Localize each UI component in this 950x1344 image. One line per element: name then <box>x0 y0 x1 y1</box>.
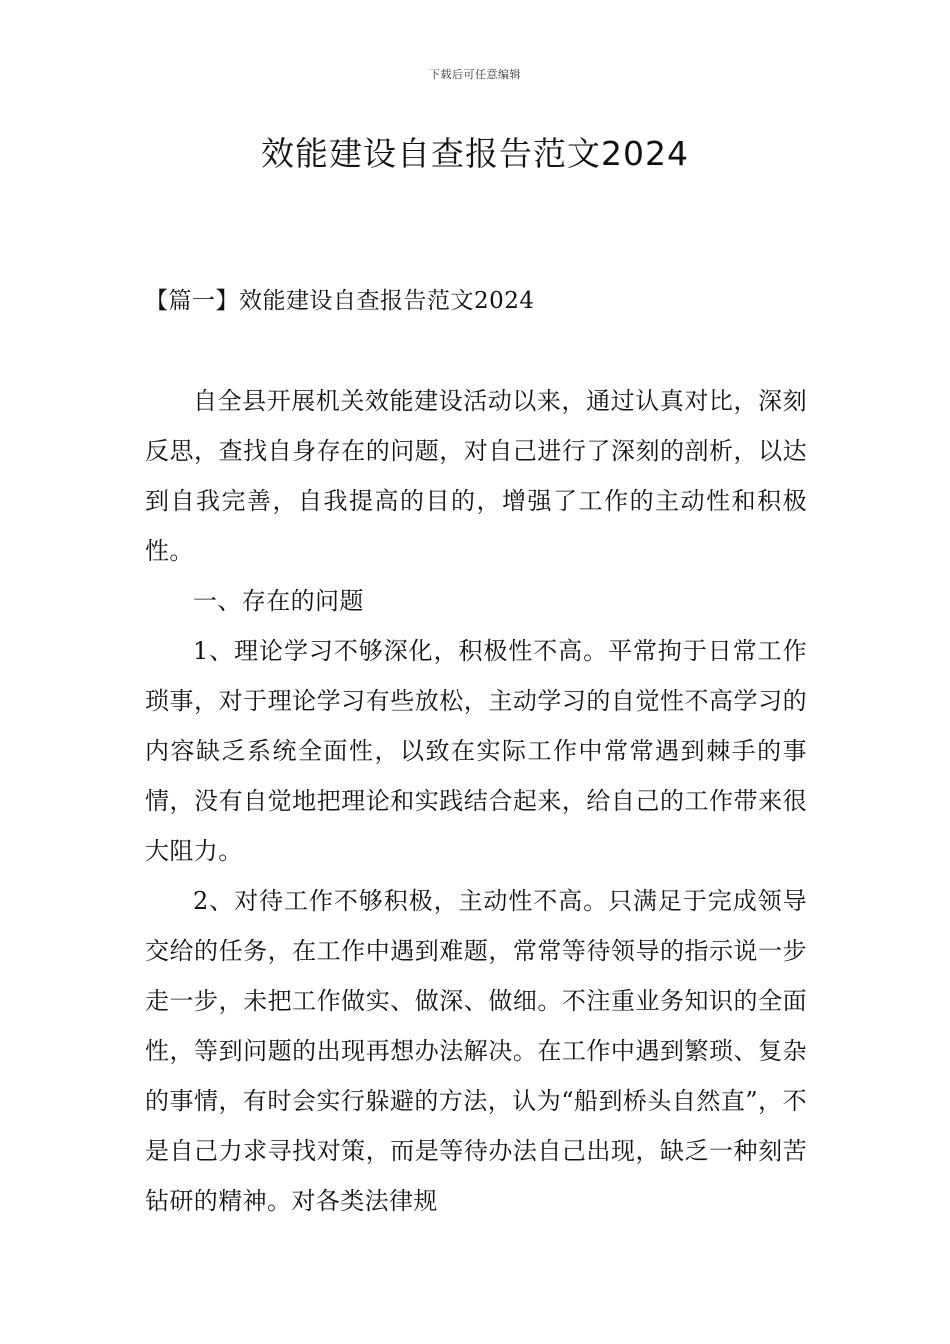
header-note: 下载后可任意编辑 <box>429 68 521 81</box>
document-body <box>145 376 807 1226</box>
document-title: 效能建设自查报告范文2024 <box>261 134 689 173</box>
paragraph-problem-2: 2、对待工作不够积极，主动性不高。只满足于完成领导交给的任务，在工作中遇到难题，常常等待领导的指示说一步走一步，未把工作做实、做深、做细。不注重业务知识的全面性，等到问题的出现再想办法解决。在工作中遇到繁琐、复杂的事情，有时会实行躲避的方法，认为“船到桥头自然直”，不是自己力求寻找对策，而是等待办法自己出现，缺乏一种刻苦钻研的精神。对各类法律规 <box>145 887 807 1215</box>
paragraph-intro: 自全县开展机关效能建设活动以来，通过认真对比，深刻反思，查找自身存在的问题，对自己进行了深刻的剖析，以达到自我完善，自我提高的目的，增强了工作的主动性和积极性。 <box>145 387 807 565</box>
paragraph-problems-heading: 一、存在的问题 <box>193 587 364 615</box>
paragraph-problem-1: 1、理论学习不够深化，积极性不高。平常拘于日常工作琐事，对于理论学习有些放松，主动学习的自觉性不高学习的内容缺乏系统全面性，以致在实际工作中常常遇到棘手的事情，没有自觉地把理论和实践结合起来，给自己的工作带来很大阻力。 <box>145 637 807 865</box>
section-heading: 【篇一】效能建设自查报告范文2024 <box>145 288 535 314</box>
